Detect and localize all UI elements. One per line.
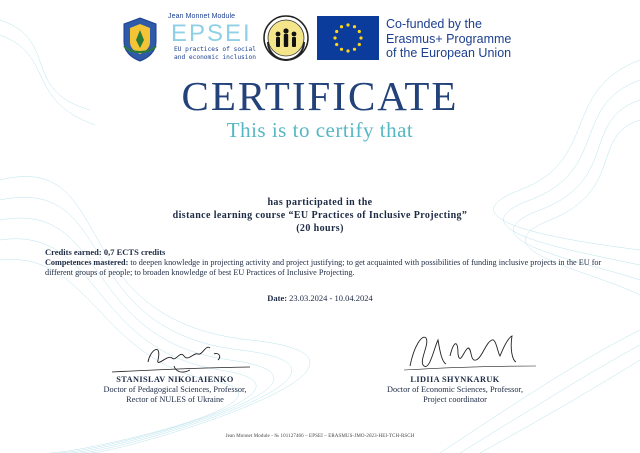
project-subtitle xyxy=(174,46,256,62)
signatory-left xyxy=(50,375,300,405)
course-name: distance learning course “EU Practices of Inclusive Projecting” xyxy=(172,210,468,221)
project-subtitle-line-2: and economic inclusion xyxy=(174,54,256,61)
eu-line-1: Co-funded by the xyxy=(386,17,482,31)
project-subtitle-line-1: EU practices of social xyxy=(174,46,256,53)
module-label: Jean Monnet Module xyxy=(168,13,236,20)
certificate-title: CERTIFICATE xyxy=(181,73,459,119)
competences-text: to deepen knowledge in projecting activity and project justifying; to get acquainted with possibilities of funding inclusive projects in the EU for different groups of people; to broaden knowledge of best EU Practices of Inclusive Projecting. xyxy=(45,258,602,277)
course-hours: (20 hours) xyxy=(296,223,344,234)
signatory-right-title-1: Doctor of Economic Sciences, Professor, xyxy=(386,385,524,394)
signatory-right xyxy=(330,375,580,405)
signatory-left-title-2: Rector of NULES of Ukraine xyxy=(126,395,224,404)
credits-earned: Credits earned: 0,7 ECTS credits xyxy=(45,247,166,257)
eu-line-3: of the European Union xyxy=(386,46,512,60)
competences-label: Competences mastered: xyxy=(45,258,129,267)
competences-mastered xyxy=(45,258,605,278)
university-seal-icon xyxy=(120,16,160,62)
certificate-subtitle: This is to certify that xyxy=(226,118,414,142)
eu-flag-icon xyxy=(317,16,379,60)
signature-right xyxy=(400,326,540,378)
project-emblem-icon xyxy=(262,14,310,62)
footer-reference: Jean Monnet Module - № 101127466 – EPSEI – ERASMUS-JMO-2023-HEI-TCH-RSCH xyxy=(225,434,415,439)
certificate-header xyxy=(0,6,640,68)
signatory-right-title-2: Project coordinator xyxy=(423,395,487,404)
date-value: 23.03.2024 - 10.04.2024 xyxy=(289,293,373,303)
participation-line: has participated in the xyxy=(267,197,373,208)
course-date xyxy=(0,293,640,303)
signatory-left-title-1: Doctor of Pedagogical Sciences, Professor, xyxy=(103,385,247,394)
date-label: Date: xyxy=(267,293,288,303)
eu-line-2: Erasmus+ Programme xyxy=(386,31,512,46)
signatory-right-name: LIDIIA SHYNKARUK xyxy=(410,375,500,384)
eu-cofunding-text xyxy=(386,17,511,61)
eu-stars-icon xyxy=(317,16,379,60)
project-logo-text: EPSEI xyxy=(171,20,252,47)
signatory-left-name: STANISLAV NIKOLAIENKO xyxy=(116,375,234,384)
